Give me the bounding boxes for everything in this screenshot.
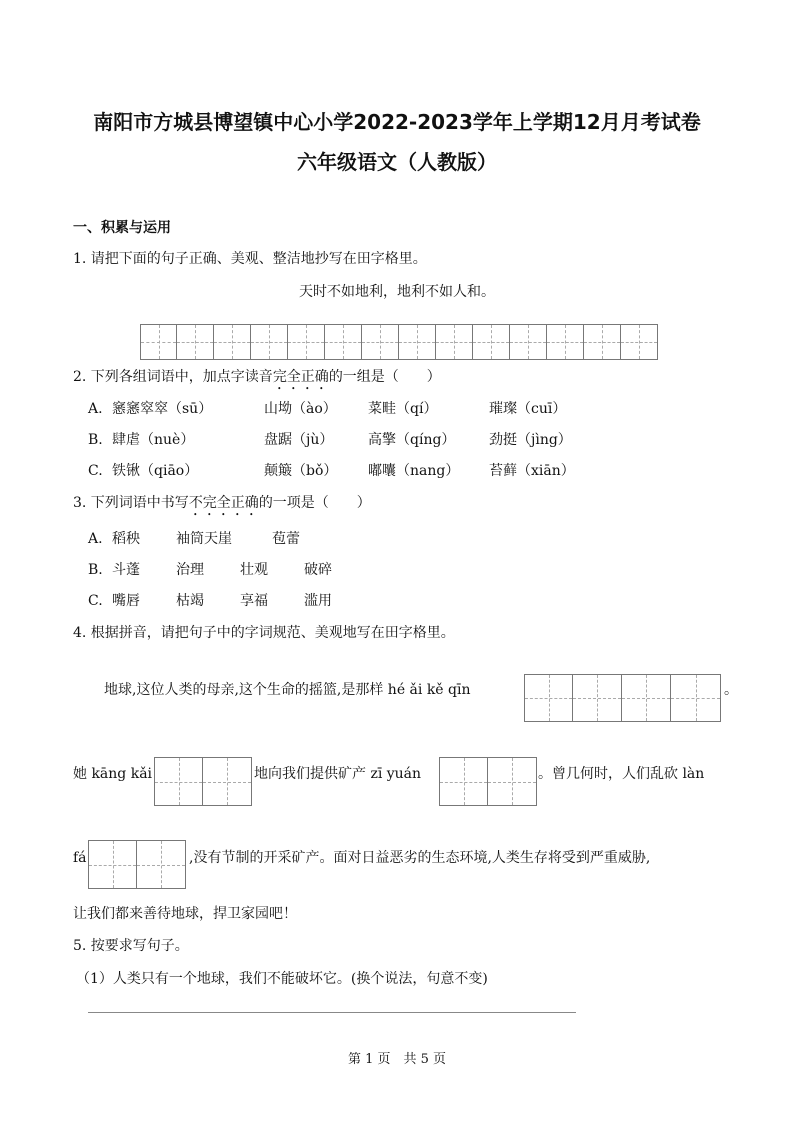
option-item: 山坳（ào）: [264, 401, 337, 417]
question-4-line3-b: ,没有节制的开采矿产。面对日益恶劣的生态环境,人类生存将受到严重威胁,: [189, 850, 651, 866]
question-3-emphasis: 不完全正确: [188, 495, 259, 511]
option-item: 苔藓（xiān）: [489, 463, 575, 479]
grid-cell[interactable]: [473, 324, 510, 360]
grid-cell[interactable]: [288, 324, 325, 360]
section-heading: 一、积累与运用: [73, 220, 171, 236]
option-item: 劲挺（jìng）: [489, 432, 572, 448]
option-label: C.: [88, 463, 103, 479]
grid-cell[interactable]: [510, 324, 547, 360]
question-3-stem: [73, 494, 371, 519]
question-3-option-c[interactable]: [88, 592, 332, 610]
question-4-line1-end: 。: [724, 682, 738, 698]
grid-cell[interactable]: [439, 757, 488, 806]
question-2-option-b[interactable]: [88, 431, 572, 449]
question-3-stem-part-b: 的一项是（ ）: [258, 495, 371, 511]
option-item: 享福: [240, 593, 268, 609]
question-5-stem: 5. 按要求写句子。: [73, 938, 189, 954]
question-3-stem-part-a: 3. 下列词语中书写: [73, 495, 189, 511]
option-label: A.: [88, 401, 103, 417]
option-item: 盘踞（jù）: [264, 432, 334, 448]
question-2-stem-part-b: 的一组是（ ）: [328, 369, 441, 385]
grid-cell[interactable]: [436, 324, 473, 360]
question-2-option-c[interactable]: [88, 462, 575, 480]
option-item: 肆虐（nuè）: [112, 432, 195, 448]
option-item: 颠簸（bǒ）: [264, 463, 338, 479]
option-item: 斗蓬: [112, 562, 140, 578]
option-item: 破碎: [304, 562, 332, 578]
grid-cell[interactable]: [177, 324, 214, 360]
question-2-emphasis: 完全正确: [272, 369, 329, 385]
grid-cell[interactable]: [137, 840, 186, 889]
grid-cell[interactable]: [214, 324, 251, 360]
tianzige-grid-zi-yuan[interactable]: [439, 757, 537, 806]
option-label: A.: [88, 531, 103, 547]
grid-cell[interactable]: [621, 324, 658, 360]
grid-cell[interactable]: [203, 757, 252, 806]
question-4-line2-b: 地向我们提供矿产 zī yuán: [254, 766, 422, 782]
grid-cell[interactable]: [325, 324, 362, 360]
option-item: 璀璨（cuī）: [489, 401, 567, 417]
question-3-option-a[interactable]: [88, 530, 300, 548]
grid-cell[interactable]: [154, 757, 203, 806]
grid-cell[interactable]: [362, 324, 399, 360]
option-item: 稻秧: [112, 531, 140, 547]
option-item: 苞蕾: [272, 531, 300, 547]
tianzige-grid-lan-fa[interactable]: [88, 840, 186, 889]
question-5-sub-1: （1）人类只有一个地球，我们不能破坏它。(换个说法，句意不变): [76, 971, 488, 987]
option-label: B.: [88, 432, 103, 448]
grid-cell[interactable]: [671, 674, 721, 722]
exam-title: 南阳市方城县博望镇中心小学2022-2023学年上学期12月月考试卷: [93, 110, 701, 134]
option-item: 窸窸窣窣（sū）: [112, 401, 213, 417]
grid-cell[interactable]: [524, 674, 573, 722]
grid-cell[interactable]: [399, 324, 436, 360]
option-item: 治理: [176, 562, 204, 578]
tianzige-grid-kang-kai[interactable]: [154, 757, 252, 806]
grid-cell[interactable]: [622, 674, 671, 722]
option-item: 袖筒天崖: [176, 531, 232, 547]
tianzige-grid-q1[interactable]: [140, 324, 658, 360]
option-item: 菜畦（qí）: [368, 401, 438, 417]
grid-cell[interactable]: [488, 757, 537, 806]
option-item: 嘟囔（nang）: [368, 463, 460, 479]
grid-cell[interactable]: [251, 324, 288, 360]
grid-cell[interactable]: [573, 674, 622, 722]
question-4-line2-c: 。曾几何时，人们乱砍 làn: [538, 766, 705, 782]
question-3-option-b[interactable]: [88, 561, 332, 579]
option-item: 高擎（qíng）: [368, 432, 456, 448]
tianzige-grid-he-ai-ke-qin[interactable]: [524, 674, 721, 722]
option-label: C.: [88, 593, 103, 609]
grid-cell[interactable]: [547, 324, 584, 360]
option-item: 铁锹（qiāo）: [112, 463, 199, 479]
question-1-sentence: 天时不如地利，地利不如人和。: [299, 284, 495, 300]
option-label: B.: [88, 562, 103, 578]
question-4-line3-a: fá: [73, 850, 87, 866]
option-item: 枯竭: [176, 593, 204, 609]
question-4-line4: 让我们都来善待地球，捍卫家园吧！: [73, 906, 297, 922]
option-item: 壮观: [240, 562, 268, 578]
grid-cell[interactable]: [584, 324, 621, 360]
grid-cell[interactable]: [88, 840, 137, 889]
question-1-stem: 1. 请把下面的句子正确、美观、整洁地抄写在田字格里。: [73, 251, 427, 267]
page-footer: 第 1 页 共 5 页: [347, 1052, 447, 1067]
question-2-stem-part-a: 2. 下列各组词语中，加点字读音: [73, 369, 273, 385]
option-item: 嘴唇: [112, 593, 140, 609]
question-2-option-a[interactable]: [88, 400, 566, 418]
answer-line[interactable]: [88, 1012, 576, 1013]
question-4-line2-a: 她 kāng kǎi: [73, 766, 153, 782]
exam-subtitle: 六年级语文（人教版）: [297, 150, 497, 174]
question-4-line1: 地球,这位人类的母亲,这个生命的摇篮,是那样 hé ǎi kě qīn: [104, 682, 471, 698]
question-2-stem: [73, 368, 441, 393]
grid-cell[interactable]: [140, 324, 177, 360]
option-item: 滥用: [304, 593, 332, 609]
question-4-stem: 4. 根据拼音，请把句子中的字词规范、美观地写在田字格里。: [73, 625, 455, 641]
